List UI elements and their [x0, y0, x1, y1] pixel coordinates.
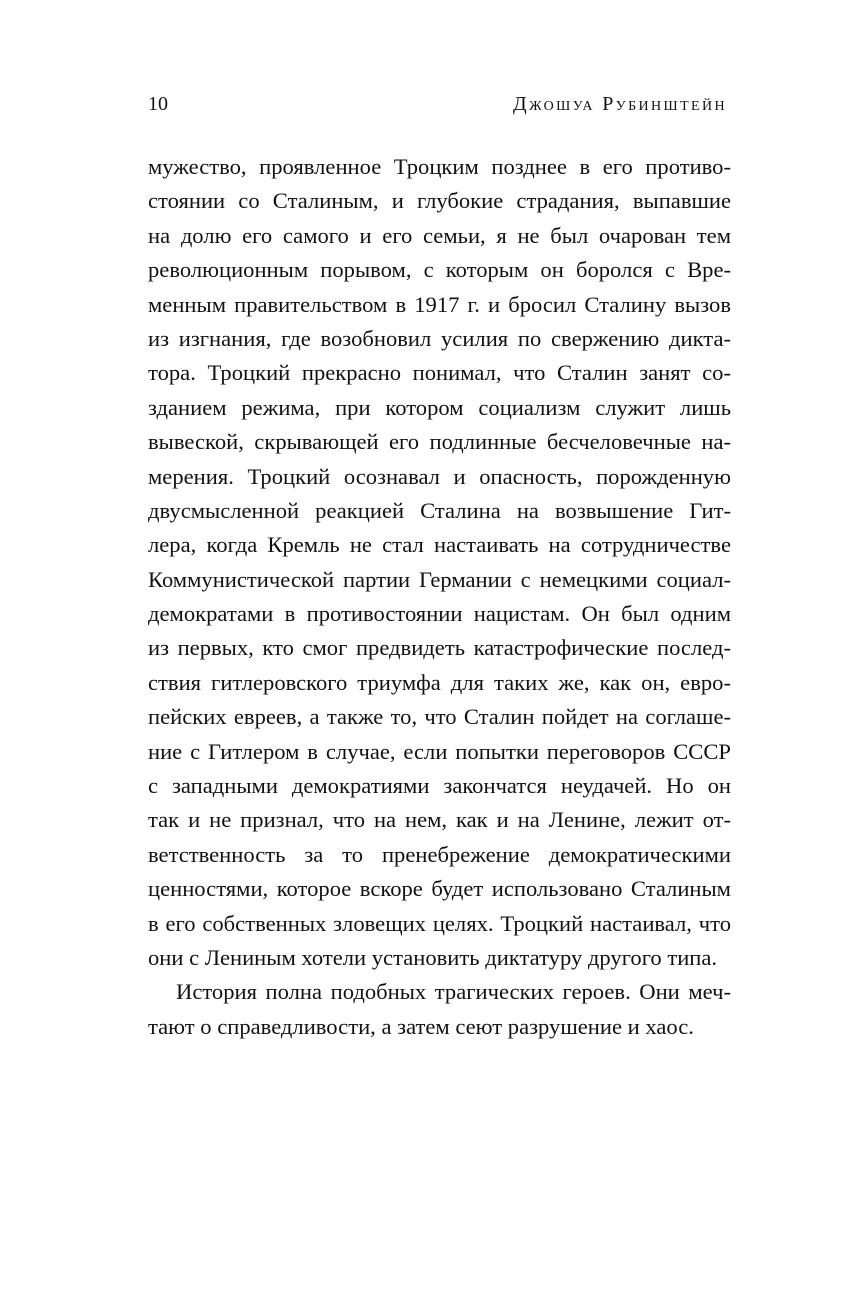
text-line: тают о справедливости, а затем сеют разрушение и хаос.: [148, 1013, 694, 1039]
text-line: ствия гитлеровского триумфа для таких же, как он, евро-: [148, 669, 731, 695]
text-line: демократами в противостоянии нацистам. Он был одним: [148, 601, 731, 627]
text-line: из изгнания, где возобновил усилия по свержению дикта-: [148, 325, 731, 351]
paragraph-1: [148, 150, 731, 975]
text-line: ние с Гитлером в случае, если попытки переговоров СССР: [148, 738, 731, 764]
text-line: Коммунистической партии Германии с немецкими социал-: [148, 566, 731, 592]
text-line: они с Лениным хотели установить диктатуру другого типа.: [148, 944, 718, 970]
body-text: [148, 150, 731, 1044]
text-line: так и не признал, что на нем, как и на Ленине, лежит от-: [148, 807, 731, 833]
text-line: менным правительством в 1917 г. и бросил Сталину вызов: [148, 291, 731, 317]
text-line: пейских евреев, а также то, что Сталин пойдет на соглаше-: [148, 704, 731, 730]
text-line: мерения. Троцкий осознавал и опасность, порожденную: [148, 463, 731, 489]
text-line: тора. Троцкий прекрасно понимал, что Сталин занят со-: [148, 360, 731, 386]
text-line: с западными демократиями закончатся неудачей. Но он: [148, 773, 731, 799]
paragraph-2: [148, 975, 731, 1044]
running-head-author: Джошуа Рубинштейн: [513, 93, 727, 115]
text-line: История полна подобных трагических героев. Они меч-: [176, 979, 731, 1005]
text-line: из первых, кто смог предвидеть катастрофические послед-: [148, 635, 731, 661]
text-line: ценностями, которое вскоре будет использовано Сталиным: [148, 876, 731, 902]
text-line: ветственность за то пренебрежение демократическими: [148, 841, 731, 867]
text-line: двусмысленной реакцией Сталина на возвышение Гит-: [148, 497, 731, 523]
page-number: 10: [148, 93, 168, 115]
text-line: зданием режима, при котором социализм служит лишь: [148, 394, 731, 420]
text-line: стоянии со Сталиным, и глубокие страдания, выпавшие: [148, 188, 731, 214]
text-line: революционным порывом, с которым он боролся с Вре-: [148, 257, 731, 283]
text-line: мужество, проявленное Троцким позднее в его противо-: [148, 154, 731, 179]
text-line: на долю его самого и его семьи, я не был очарован тем: [148, 222, 731, 248]
text-line: в его собственных зловещих целях. Троцкий настаивал, что: [148, 910, 731, 936]
text-line: лера, когда Кремль не стал настаивать на сотрудничестве: [148, 532, 731, 558]
text-line: вывеской, скрывающей его подлинные бесчеловечные на-: [148, 429, 731, 455]
